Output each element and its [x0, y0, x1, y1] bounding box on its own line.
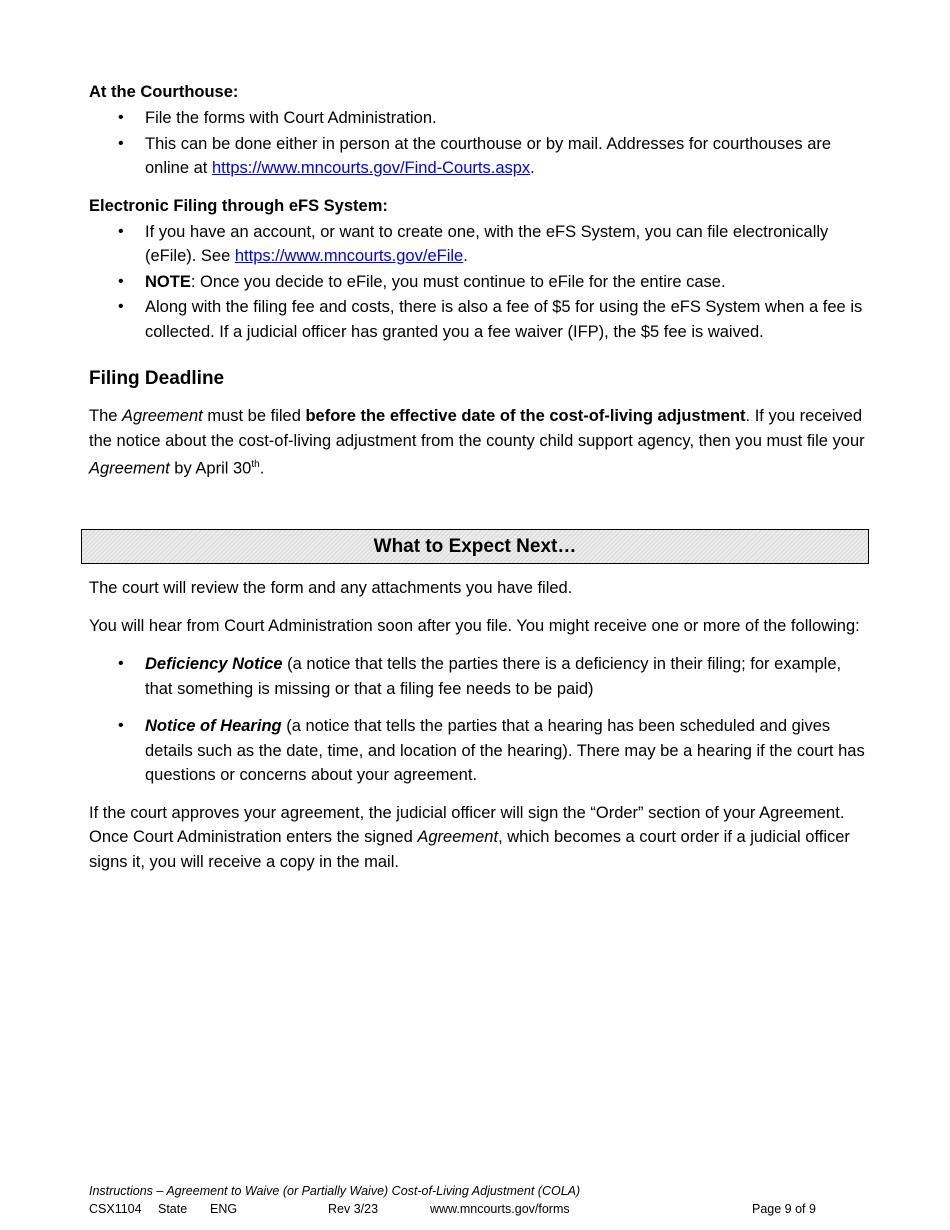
list-item: • File the forms with Court Administration. — [145, 106, 869, 131]
filing-deadline-text: The Agreement must be filed before the effective date of the cost-of-living adjustment. If you received the notice about the cost-of-living adjustment from the county child support agency, then you must file your Agreement by April 30th. — [89, 407, 865, 478]
list-item: • If you have an account, or want to create one, with the eFS System, you can file electronically (eFile). See https://www.mncourts.gov/eFile. — [145, 220, 869, 269]
footer-title: Instructions – Agreement to Waive (or Partially Waive) Cost-of-Living Adjustment (COLA) — [89, 1184, 581, 1198]
what-to-expect-section — [89, 576, 869, 874]
form-language: ENG — [210, 1202, 238, 1216]
list-item: • This can be done either in person at the courthouse or by mail. Addresses for courthouses are online at https://www.mncourts.gov/Find-Courts.aspx. — [145, 132, 869, 181]
form-revision: Rev 3/23 — [328, 1202, 379, 1216]
footer-meta — [89, 1200, 869, 1218]
notice-list — [89, 652, 869, 788]
form-scope: State — [158, 1202, 188, 1216]
document-body — [89, 78, 869, 481]
page-footer — [89, 1182, 869, 1218]
filing-deadline-heading: Filing Deadline — [89, 368, 225, 389]
form-id: CSX1104 — [89, 1202, 142, 1216]
courthouse-list — [89, 106, 869, 181]
forms-url: www.mncourts.gov/forms — [430, 1202, 570, 1216]
list-item: • Along with the filing fee and costs, there is also a fee of $5 for using the eFS System when a fee is collected. If a judicial officer has granted you a fee waiver (IFP), the $5 fee is waived. — [145, 295, 869, 344]
efile-list — [89, 220, 869, 345]
hear-paragraph: You will hear from Court Administration soon after you file. You might receive one or more of the following: — [89, 616, 860, 635]
efile-heading: Electronic Filing through eFS System: — [89, 196, 388, 215]
find-courts-link[interactable]: https://www.mncourts.gov/Find-Courts.aspx — [211, 159, 531, 177]
list-item: • Deficiency Notice (a notice that tells the parties there is a deficiency in their filing; for example, that something is missing or that a filing fee needs to be paid) — [145, 652, 869, 701]
review-paragraph: The court will review the form and any attachments you have filed. — [89, 579, 573, 597]
what-to-expect-banner: What to Expect Next… — [81, 529, 869, 564]
efile-link[interactable]: https://www.mncourts.gov/eFile — [234, 247, 464, 265]
page-number: Page 9 of 9 — [752, 1202, 816, 1216]
courthouse-heading: At the Courthouse: — [89, 83, 239, 101]
approval-paragraph: If the court approves your agreement, the judicial officer will sign the “Order” section of your Agreement. Once Court Administration enters the signed Agreement, which becomes a court order if a judicial officer signs it, you will receive a copy in the mail. — [89, 803, 850, 871]
list-item: • NOTE: Once you decide to eFile, you must continue to eFile for the entire case. — [145, 270, 869, 295]
list-item: • Notice of Hearing (a notice that tells the parties that a hearing has been scheduled and gives details such as the date, time, and location of the hearing). There may be a hearing if the court has questions or concerns about your agreement. — [145, 714, 869, 788]
